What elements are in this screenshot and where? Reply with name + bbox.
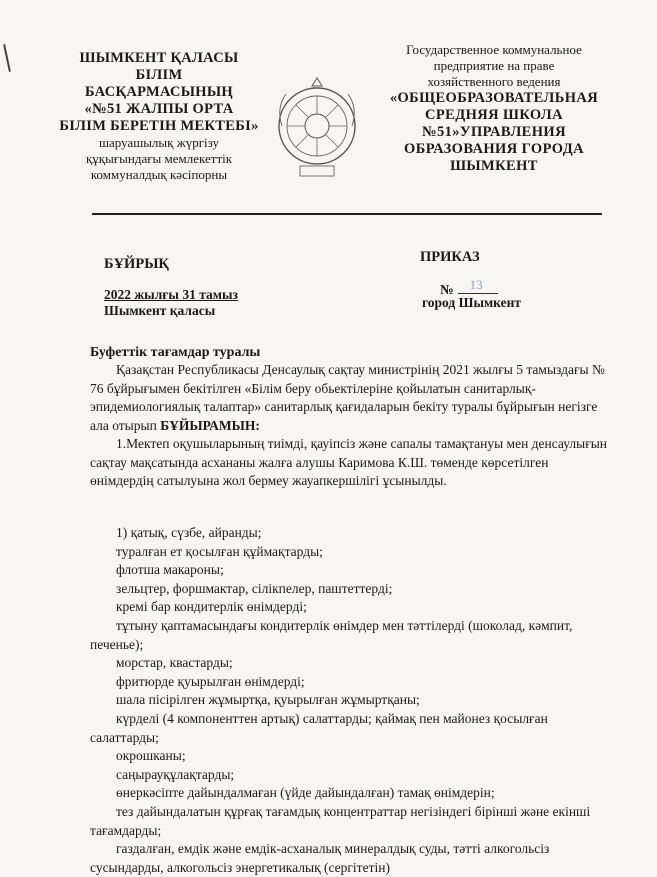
- list-item: шала пісірілген жұмыртқа, қуырылған жұмыртқаны;: [116, 692, 420, 708]
- list-item: тез дайындалатын құрғақ тағамдық концентраттар негізіндегі бірінші және екінші тағамдарды;: [90, 803, 591, 838]
- number-label: №: [440, 282, 454, 297]
- header-left-sub: құқығындағы мемлекеттік: [85, 151, 233, 166]
- number-line: [458, 277, 498, 294]
- header-left-line: БАСҚАРМАСЫНЫҢ: [84, 84, 234, 100]
- header-right-sub: Государственное коммунальное: [406, 42, 582, 57]
- intro-text: Қазақстан Республикасы Денсаулық сақтау министрінің 2021 жылғы 5 тамыздағы № 76 бұйрығымен бекітілген «Білім беру обьектілеріне қойылатын санитарлық-эпидемиологиялық талаптар» санитарлық қағидаларын бекіту туралы бұйрығын негізге ала отырып: [90, 362, 605, 433]
- number-value: 13: [469, 277, 483, 292]
- list-item: морстар, квастарды;: [116, 655, 233, 671]
- list-item: зельцтер, форшмактар, сілікпелер, паштеттерді;: [116, 580, 393, 596]
- city-russian: город Шымкент: [422, 295, 522, 310]
- header-left-kazakh: [44, 50, 274, 183]
- header-divider: [92, 213, 602, 215]
- header-right-line: ОБРАЗОВАНИЯ ГОРОДА: [404, 141, 584, 157]
- point-one-paragraph: 1.Мектеп оқушыларының тиімді, қауіпсіз және сапалы тамақтануы мен денсаулығын сақтау мақсатында асхананы жалға алушы Каримова К.Ш. төменде көрсетілген өнімдердің сатылуына жол бермеу жауапкершілігі ұсынылды.: [90, 436, 608, 488]
- order-body: [90, 361, 610, 491]
- header-right-sub: предприятие на праве: [433, 58, 555, 73]
- intro-paragraph: [90, 361, 610, 435]
- header-right-sub: хозяйственного ведения: [427, 74, 561, 89]
- list-item: саңырауқұлақтарды;: [116, 766, 235, 782]
- list-item: туралған ет қосылған құймақтарды;: [116, 543, 323, 559]
- list-item: күрделі (4 компоненттен артық) салаттарды; қаймақ пен майонез қосылған салаттарды;: [90, 710, 548, 745]
- list-item: фритюрде қуырылған өнімдерді;: [116, 673, 305, 689]
- header-right-line: №51»УПРАВЛЕНИЯ: [422, 124, 566, 140]
- header-right-line: СРЕДНЯЯ ШКОЛА: [425, 107, 563, 123]
- header-left-line: БІЛІМ: [135, 67, 183, 83]
- header-left-line: ШЫМКЕНТ ҚАЛАСЫ: [79, 50, 239, 66]
- list-item: тұтыну қаптамасындағы кондитерлік өнімдер мен тәттілерді (шоколад, кәмпит, печенье);: [90, 617, 573, 652]
- city-kazakh: Шымкент қаласы: [104, 303, 216, 318]
- header-left-line: БІЛІМ БЕРЕТІН МЕКТЕБІ»: [59, 118, 259, 134]
- header-left-line: «№51 ЖАЛПЫ ОРТА: [84, 101, 234, 117]
- prohibited-items-list: [90, 524, 610, 877]
- header-left-sub: коммуналдық кәсіпорны: [90, 167, 228, 182]
- header-right-line: ШЫМКЕНТ: [450, 158, 538, 174]
- header-right-line: «ОБЩЕОБРАЗОВАТЕЛЬНАЯ: [389, 90, 599, 106]
- order-title-russian: ПРИКАЗ: [420, 249, 480, 265]
- header-left-sub: шаруашылық жүргізу: [98, 135, 220, 150]
- list-item: газдалған, емдік және емдік-асханалық минералдық суды, тәтті алкогольсіз сусындарды, алкогольсіз энергетикалық (сергітетін): [90, 841, 550, 875]
- list-item: кремі бар кондитерлік өнімдерді;: [116, 599, 307, 615]
- order-date: 2022 жылғы 31 тамыз: [104, 287, 238, 302]
- scan-edge-mark: [3, 44, 11, 72]
- order-title-kazakh: БҰЙРЫҚ: [104, 256, 169, 272]
- list-item: флотша макароны;: [116, 562, 224, 578]
- kazakhstan-emblem-icon: [272, 74, 362, 186]
- header-right-russian: [376, 42, 612, 175]
- list-item: өнеркәсіпте дайындалмаған (үйде дайындалған) тамақ өнімдерін;: [116, 785, 495, 801]
- list-item: окрошканы;: [116, 748, 186, 764]
- command-word: БҰЙЫРАМЫН:: [160, 417, 260, 433]
- order-topic: Буфеттік тағамдар туралы: [90, 345, 261, 360]
- list-item: 1) қатық, сүзбе, айранды;: [116, 525, 262, 540]
